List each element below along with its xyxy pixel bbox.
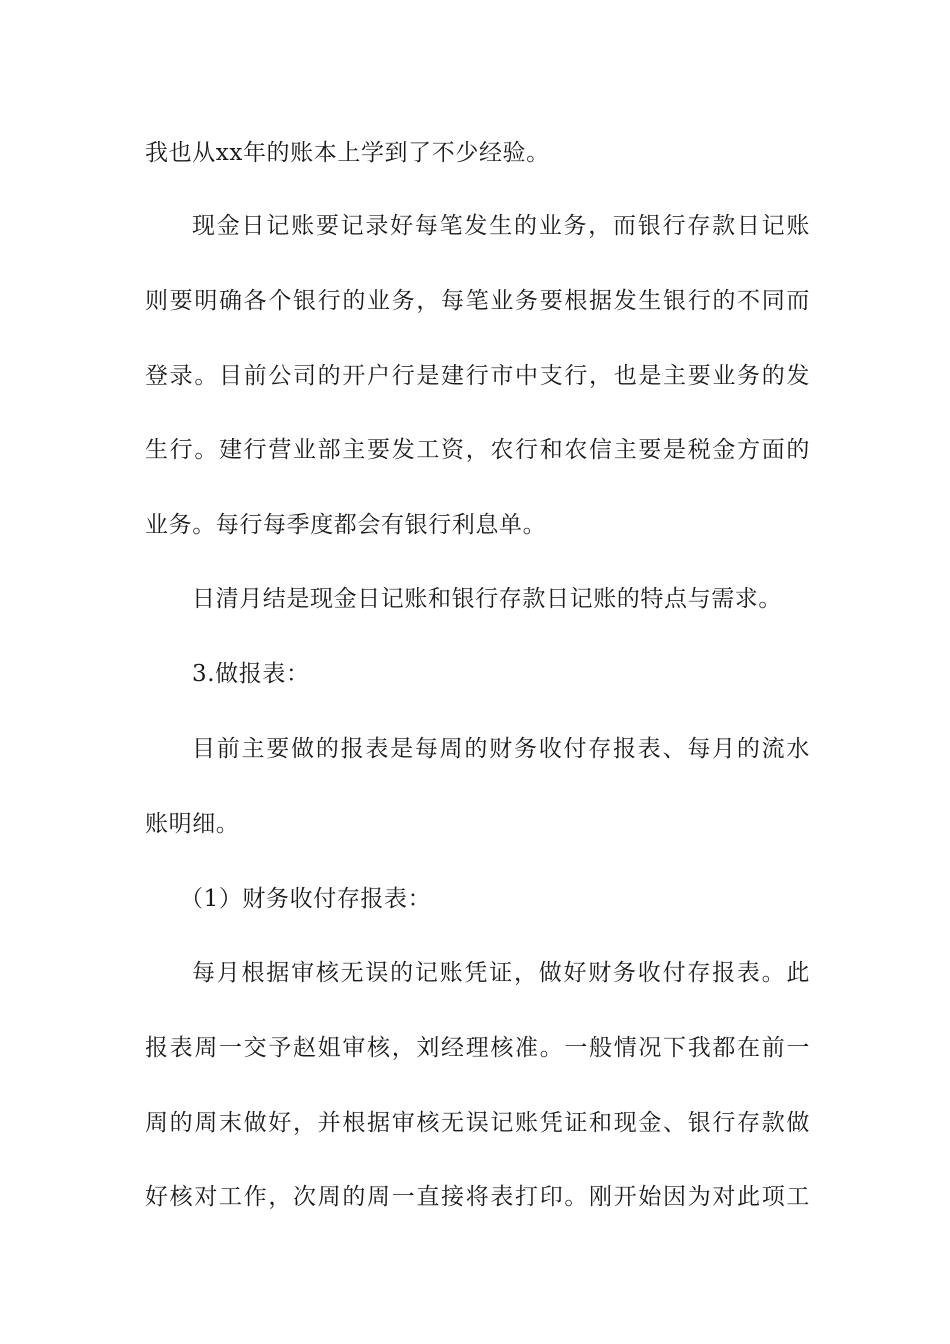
- paragraph-start-line: 现金日记账要记录好每笔发生的业务，而银行存款日记账: [192, 213, 810, 239]
- section-heading: 3.做报表：: [192, 661, 310, 687]
- paragraph-start-line: 日清月结是现金日记账和银行存款日记账的特点与需求。: [192, 586, 782, 612]
- subsection-heading: （1）财务收付存报表：: [180, 886, 432, 912]
- text-line: 好核对工作，次周的周一直接将表打印。刚开始因为对此项工: [145, 1184, 810, 1210]
- text-line: 生行。建行营业部主要发工资，农行和农信主要是税金方面的: [145, 437, 810, 463]
- text-line: 我也从xx年的账本上学到了不少经验。: [145, 140, 550, 166]
- text-line: 报表周一交予赵姐审核，刘经理核准。一般情况下我都在前一: [145, 1035, 810, 1061]
- text-line: 登录。目前公司的开户行是建行市中支行，也是主要业务的发: [145, 363, 810, 389]
- text-line: 业务。每行每季度都会有银行利息单。: [145, 512, 547, 538]
- paragraph-start-line: 每月根据审核无误的记账凭证，做好财务收付存报表。此: [192, 960, 810, 986]
- paragraph-start-line: 目前主要做的报表是每周的财务收付存报表、每月的流水: [192, 736, 810, 762]
- text-line: 则要明确各个银行的业务，每笔业务要根据发生银行的不同而: [145, 288, 810, 314]
- text-line: 账明细。: [145, 811, 240, 837]
- text-line: 周的周末做好，并根据审核无误记账凭证和现金、银行存款做: [145, 1110, 810, 1136]
